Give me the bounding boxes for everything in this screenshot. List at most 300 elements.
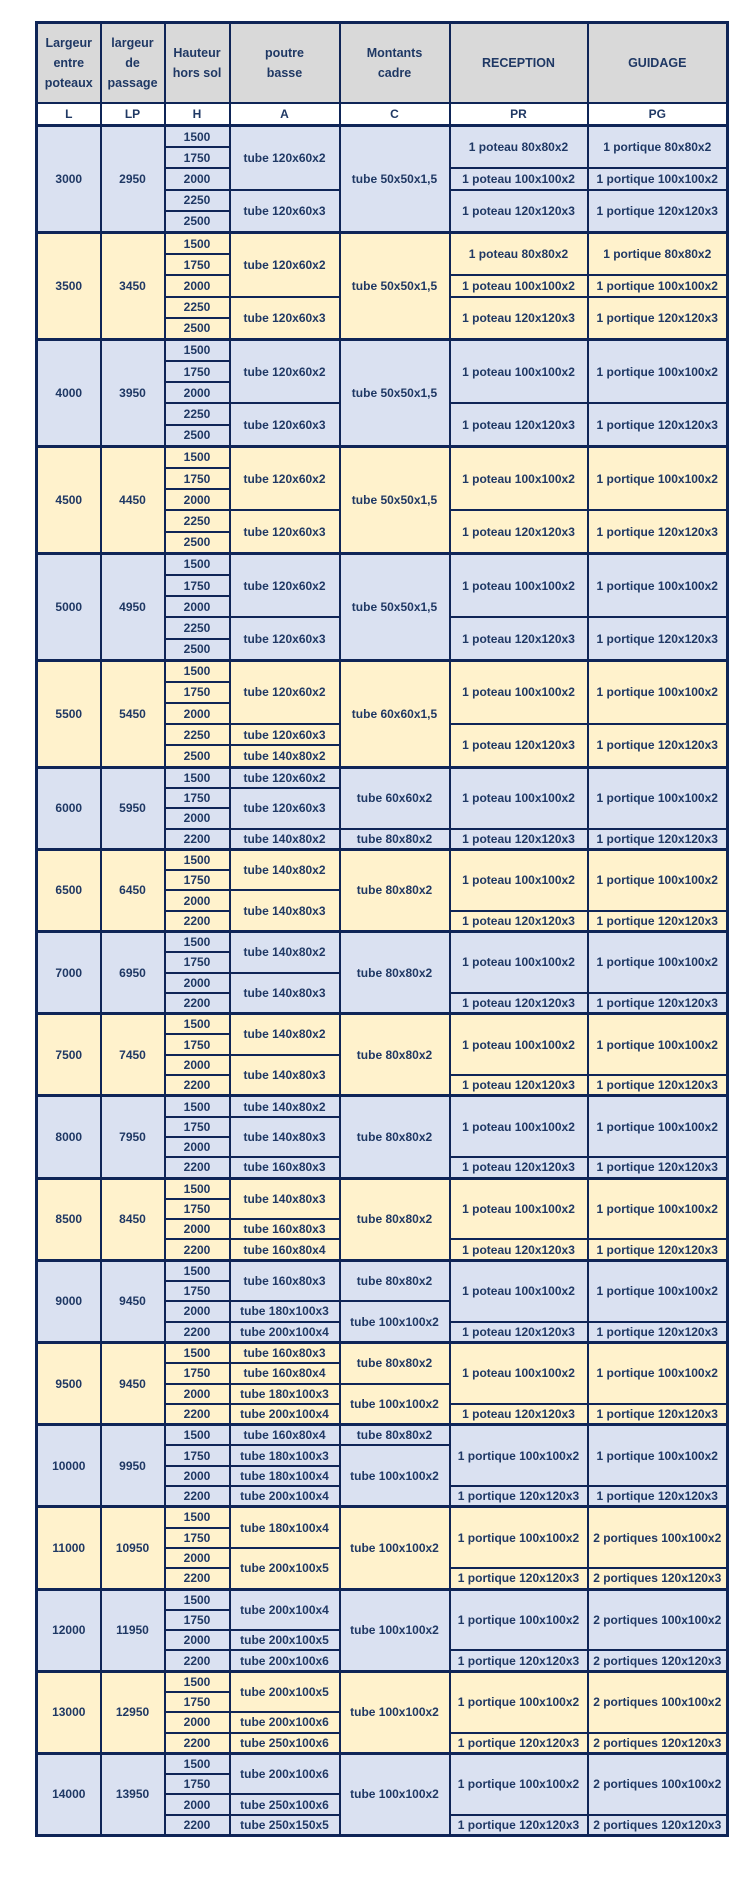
cell-montants-cadre: tube 50x50x1,5 xyxy=(340,126,450,233)
cell-hauteur: 2000 xyxy=(165,1301,230,1321)
cell-poutre-basse: tube 160x80x3 xyxy=(230,1219,340,1239)
cell-poutre-basse: tube 140x80x3 xyxy=(230,973,340,1014)
cell-reception: 1 portique 120x120x3 xyxy=(450,1733,588,1754)
cell-poutre-basse: tube 120x60x3 xyxy=(230,724,340,745)
header-text: largeur xyxy=(111,36,154,50)
cell-largeur-passage: 6450 xyxy=(101,849,165,931)
cell-poutre-basse: tube 120x60x3 xyxy=(230,788,340,829)
cell-largeur-passage: 9450 xyxy=(101,1342,165,1424)
cell-montants-cadre: tube 100x100x2 xyxy=(340,1301,450,1342)
cell-largeur-passage: 9450 xyxy=(101,1260,165,1342)
cell-largeur-poteaux: 9500 xyxy=(37,1342,101,1424)
cell-hauteur: 2200 xyxy=(165,1075,230,1096)
cell-poutre-basse: tube 200x100x5 xyxy=(230,1548,340,1589)
cell-guidage: 1 portique 120x120x3 xyxy=(588,829,728,850)
cell-hauteur: 2500 xyxy=(165,425,230,447)
cell-montants-cadre: tube 50x50x1,5 xyxy=(340,446,450,553)
cell-largeur-poteaux: 6000 xyxy=(37,767,101,849)
column-header-lp xyxy=(101,23,165,104)
cell-hauteur: 2500 xyxy=(165,318,230,340)
cell-reception: 1 poteau 100x100x2 xyxy=(450,932,588,993)
cell-poutre-basse: tube 160x80x4 xyxy=(230,1425,340,1446)
cell-hauteur: 2500 xyxy=(165,745,230,767)
cell-hauteur: 2000 xyxy=(165,382,230,403)
cell-hauteur: 2250 xyxy=(165,297,230,318)
header-text: Largeur xyxy=(45,36,93,50)
cell-guidage: 1 portique 100x100x2 xyxy=(588,168,728,189)
table-row xyxy=(37,1342,728,1363)
cell-largeur-passage: 2950 xyxy=(101,126,165,233)
header-text: basse xyxy=(266,66,303,80)
cell-poutre-basse: tube 200x100x6 xyxy=(230,1753,340,1794)
header-text: cadre xyxy=(377,66,412,80)
cell-hauteur: 2000 xyxy=(165,596,230,617)
cell-guidage: 1 portique 100x100x2 xyxy=(588,1178,728,1239)
cell-montants-cadre: tube 80x80x2 xyxy=(340,1425,450,1446)
cell-reception: 1 poteau 80x80x2 xyxy=(450,232,588,275)
cell-reception: 1 poteau 120x120x3 xyxy=(450,1404,588,1425)
cell-poutre-basse: tube 180x100x3 xyxy=(230,1301,340,1321)
header-text: GUIDAGE xyxy=(628,56,687,70)
cell-largeur-poteaux: 10000 xyxy=(37,1425,101,1507)
cell-hauteur: 1500 xyxy=(165,660,230,682)
cell-poutre-basse: tube 180x100x3 xyxy=(230,1384,340,1404)
cell-largeur-passage: 11950 xyxy=(101,1589,165,1671)
cell-poutre-basse: tube 140x80x2 xyxy=(230,829,340,850)
cell-hauteur: 2000 xyxy=(165,1137,230,1157)
cell-guidage: 2 portiques 120x120x3 xyxy=(588,1568,728,1589)
cell-guidage: 1 portique 120x120x3 xyxy=(588,1486,728,1507)
cell-poutre-basse: tube 140x80x3 xyxy=(230,890,340,931)
cell-largeur-passage: 9950 xyxy=(101,1425,165,1507)
cell-largeur-passage: 3450 xyxy=(101,232,165,339)
cell-largeur-poteaux: 14000 xyxy=(37,1753,101,1835)
cell-montants-cadre: tube 80x80x2 xyxy=(340,829,450,850)
cell-guidage: 1 portique 80x80x2 xyxy=(588,232,728,275)
cell-guidage: 1 portique 120x120x3 xyxy=(588,1239,728,1260)
cell-guidage: 1 portique 100x100x2 xyxy=(588,1096,728,1157)
table-row xyxy=(37,126,728,148)
cell-hauteur: 2500 xyxy=(165,211,230,233)
cell-guidage: 1 portique 100x100x2 xyxy=(588,849,728,910)
cell-guidage: 2 portiques 100x100x2 xyxy=(588,1753,728,1814)
cell-poutre-basse: tube 200x100x5 xyxy=(230,1671,340,1712)
cell-largeur-poteaux: 13000 xyxy=(37,1671,101,1753)
cell-hauteur: 1750 xyxy=(165,1281,230,1301)
cell-reception: 1 portique 100x100x2 xyxy=(450,1425,588,1486)
cell-hauteur: 1750 xyxy=(165,254,230,275)
cell-poutre-basse: tube 120x60x2 xyxy=(230,126,340,190)
cell-poutre-basse: tube 160x80x3 xyxy=(230,1342,340,1363)
cell-reception: 1 poteau 100x100x2 xyxy=(450,1096,588,1157)
cell-hauteur: 2200 xyxy=(165,993,230,1014)
cell-hauteur: 2000 xyxy=(165,489,230,510)
cell-largeur-passage: 10950 xyxy=(101,1507,165,1589)
cell-reception: 1 poteau 100x100x2 xyxy=(450,767,588,828)
header-text: entre xyxy=(53,56,85,70)
cell-hauteur: 2250 xyxy=(165,190,230,211)
cell-hauteur: 1500 xyxy=(165,1260,230,1281)
cell-reception: 1 poteau 100x100x2 xyxy=(450,849,588,910)
table-row xyxy=(37,553,728,575)
column-code-lp: LP xyxy=(101,103,165,126)
cell-hauteur: 1750 xyxy=(165,788,230,808)
cell-hauteur: 1500 xyxy=(165,446,230,468)
column-code-pr: PR xyxy=(450,103,588,126)
cell-hauteur: 2200 xyxy=(165,1157,230,1178)
cell-hauteur: 2000 xyxy=(165,1384,230,1404)
cell-reception: 1 poteau 100x100x2 xyxy=(450,1178,588,1239)
header-text: hors sol xyxy=(172,66,222,80)
cell-poutre-basse: tube 250x100x6 xyxy=(230,1794,340,1814)
cell-largeur-passage: 4950 xyxy=(101,553,165,660)
cell-montants-cadre: tube 80x80x2 xyxy=(340,849,450,931)
cell-poutre-basse: tube 160x80x4 xyxy=(230,1363,340,1383)
cell-hauteur: 2200 xyxy=(165,829,230,850)
code-row xyxy=(37,103,728,126)
header-text: poteaux xyxy=(44,76,93,90)
cell-hauteur: 2200 xyxy=(165,1486,230,1507)
cell-reception: 1 poteau 100x100x2 xyxy=(450,1260,588,1321)
cell-poutre-basse: tube 200x100x5 xyxy=(230,1630,340,1650)
cell-montants-cadre: tube 80x80x2 xyxy=(340,1178,450,1260)
header-row xyxy=(37,23,728,104)
cell-guidage: 1 portique 100x100x2 xyxy=(588,446,728,510)
cell-poutre-basse: tube 120x60x3 xyxy=(230,190,340,233)
cell-poutre-basse: tube 160x80x3 xyxy=(230,1260,340,1301)
cell-hauteur: 1500 xyxy=(165,932,230,953)
cell-hauteur: 1500 xyxy=(165,767,230,788)
cell-hauteur: 1500 xyxy=(165,849,230,870)
cell-reception: 1 portique 120x120x3 xyxy=(450,1568,588,1589)
table-row xyxy=(37,1671,728,1692)
cell-reception: 1 poteau 120x120x3 xyxy=(450,993,588,1014)
cell-poutre-basse: tube 140x80x2 xyxy=(230,932,340,973)
cell-hauteur: 1500 xyxy=(165,553,230,575)
cell-guidage: 1 portique 120x120x3 xyxy=(588,190,728,233)
cell-reception: 1 poteau 80x80x2 xyxy=(450,126,588,169)
cell-poutre-basse: tube 140x80x2 xyxy=(230,1096,340,1117)
cell-largeur-poteaux: 5500 xyxy=(37,660,101,767)
table-row xyxy=(37,767,728,788)
cell-poutre-basse: tube 250x100x6 xyxy=(230,1733,340,1754)
cell-hauteur: 2000 xyxy=(165,1712,230,1732)
cell-hauteur: 1750 xyxy=(165,468,230,489)
dimension-table xyxy=(35,21,729,1837)
cell-guidage: 1 portique 100x100x2 xyxy=(588,553,728,617)
cell-largeur-passage: 5950 xyxy=(101,767,165,849)
cell-reception: 1 poteau 100x100x2 xyxy=(450,1342,588,1403)
cell-reception: 1 poteau 120x120x3 xyxy=(450,1157,588,1178)
cell-reception: 1 poteau 120x120x3 xyxy=(450,617,588,660)
cell-hauteur: 1500 xyxy=(165,1178,230,1199)
table-row xyxy=(37,660,728,682)
cell-hauteur: 2000 xyxy=(165,168,230,189)
cell-poutre-basse: tube 120x60x3 xyxy=(230,617,340,660)
cell-hauteur: 1750 xyxy=(165,361,230,382)
cell-hauteur: 1750 xyxy=(165,870,230,890)
cell-montants-cadre: tube 60x60x2 xyxy=(340,767,450,828)
cell-hauteur: 1500 xyxy=(165,1425,230,1446)
cell-hauteur: 1750 xyxy=(165,147,230,168)
cell-guidage: 1 portique 100x100x2 xyxy=(588,1342,728,1403)
cell-poutre-basse: tube 200x100x4 xyxy=(230,1486,340,1507)
cell-hauteur: 1500 xyxy=(165,1342,230,1363)
cell-largeur-passage: 7950 xyxy=(101,1096,165,1178)
column-code-a: A xyxy=(230,103,340,126)
table-row xyxy=(37,1753,728,1774)
cell-guidage: 1 portique 100x100x2 xyxy=(588,767,728,828)
cell-reception: 1 poteau 100x100x2 xyxy=(450,275,588,296)
cell-largeur-poteaux: 8500 xyxy=(37,1178,101,1260)
cell-hauteur: 2000 xyxy=(165,973,230,993)
cell-guidage: 1 portique 120x120x3 xyxy=(588,617,728,660)
cell-guidage: 1 portique 100x100x2 xyxy=(588,275,728,296)
header-text: passage xyxy=(107,76,158,90)
cell-largeur-poteaux: 3500 xyxy=(37,232,101,339)
cell-reception: 1 poteau 120x120x3 xyxy=(450,829,588,850)
cell-hauteur: 2000 xyxy=(165,808,230,828)
header-text: de xyxy=(125,56,140,70)
cell-largeur-passage: 7450 xyxy=(101,1014,165,1096)
cell-guidage: 1 portique 120x120x3 xyxy=(588,403,728,446)
cell-reception: 1 portique 100x100x2 xyxy=(450,1589,588,1650)
cell-hauteur: 2000 xyxy=(165,1055,230,1075)
cell-hauteur: 1750 xyxy=(165,1034,230,1054)
cell-poutre-basse: tube 140x80x2 xyxy=(230,1014,340,1055)
cell-guidage: 1 portique 100x100x2 xyxy=(588,1425,728,1486)
cell-hauteur: 1750 xyxy=(165,1445,230,1465)
cell-hauteur: 2000 xyxy=(165,890,230,910)
cell-guidage: 1 portique 120x120x3 xyxy=(588,1404,728,1425)
cell-hauteur: 1750 xyxy=(165,1610,230,1630)
cell-montants-cadre: tube 50x50x1,5 xyxy=(340,339,450,446)
cell-poutre-basse: tube 140x80x3 xyxy=(230,1055,340,1096)
cell-guidage: 2 portiques 120x120x3 xyxy=(588,1815,728,1836)
cell-guidage: 2 portiques 120x120x3 xyxy=(588,1733,728,1754)
cell-poutre-basse: tube 180x100x3 xyxy=(230,1445,340,1465)
cell-guidage: 1 portique 120x120x3 xyxy=(588,510,728,553)
cell-hauteur: 2000 xyxy=(165,1794,230,1814)
header-text: poutre xyxy=(265,46,304,60)
cell-hauteur: 1500 xyxy=(165,1507,230,1528)
cell-reception: 1 portique 120x120x3 xyxy=(450,1650,588,1671)
cell-reception: 1 poteau 120x120x3 xyxy=(450,1075,588,1096)
cell-hauteur: 1750 xyxy=(165,682,230,703)
header-text: Hauteur xyxy=(173,46,221,60)
cell-guidage: 1 portique 100x100x2 xyxy=(588,932,728,993)
cell-poutre-basse: tube 120x60x2 xyxy=(230,232,340,296)
cell-hauteur: 2250 xyxy=(165,403,230,424)
cell-reception: 1 poteau 120x120x3 xyxy=(450,297,588,340)
cell-montants-cadre: tube 100x100x2 xyxy=(340,1445,450,1506)
cell-poutre-basse: tube 140x80x3 xyxy=(230,1117,340,1158)
cell-poutre-basse: tube 120x60x3 xyxy=(230,510,340,553)
cell-poutre-basse: tube 120x60x2 xyxy=(230,339,340,403)
cell-hauteur: 1750 xyxy=(165,952,230,972)
table-row xyxy=(37,932,728,953)
cell-montants-cadre: tube 80x80x2 xyxy=(340,1014,450,1096)
cell-montants-cadre: tube 100x100x2 xyxy=(340,1384,450,1425)
column-code-h: H xyxy=(165,103,230,126)
cell-guidage: 2 portiques 100x100x2 xyxy=(588,1507,728,1568)
cell-reception: 1 portique 100x100x2 xyxy=(450,1753,588,1814)
table-body xyxy=(37,126,728,1836)
cell-poutre-basse: tube 160x80x3 xyxy=(230,1157,340,1178)
cell-reception: 1 poteau 120x120x3 xyxy=(450,190,588,233)
cell-montants-cadre: tube 50x50x1,5 xyxy=(340,232,450,339)
cell-largeur-passage: 3950 xyxy=(101,339,165,446)
table-row xyxy=(37,1507,728,1528)
cell-hauteur: 2200 xyxy=(165,1404,230,1425)
table-row xyxy=(37,232,728,254)
cell-hauteur: 1500 xyxy=(165,339,230,361)
cell-poutre-basse: tube 180x100x4 xyxy=(230,1507,340,1548)
cell-hauteur: 2200 xyxy=(165,1322,230,1343)
cell-reception: 1 poteau 100x100x2 xyxy=(450,446,588,510)
cell-hauteur: 1500 xyxy=(165,1671,230,1692)
cell-montants-cadre: tube 60x60x1,5 xyxy=(340,660,450,767)
column-header-pr xyxy=(450,23,588,104)
cell-hauteur: 2500 xyxy=(165,532,230,554)
cell-hauteur: 2200 xyxy=(165,1568,230,1589)
cell-montants-cadre: tube 80x80x2 xyxy=(340,932,450,1014)
cell-hauteur: 1500 xyxy=(165,1753,230,1774)
cell-reception: 1 poteau 100x100x2 xyxy=(450,1014,588,1075)
column-code-c: C xyxy=(340,103,450,126)
cell-guidage: 1 portique 120x120x3 xyxy=(588,1157,728,1178)
cell-reception: 1 portique 100x100x2 xyxy=(450,1507,588,1568)
cell-hauteur: 1750 xyxy=(165,575,230,596)
table-row xyxy=(37,1425,728,1446)
cell-guidage: 1 portique 120x120x3 xyxy=(588,724,728,767)
cell-hauteur: 1750 xyxy=(165,1117,230,1137)
column-header-l xyxy=(37,23,101,104)
cell-largeur-passage: 5450 xyxy=(101,660,165,767)
cell-hauteur: 1500 xyxy=(165,232,230,254)
cell-largeur-passage: 12950 xyxy=(101,1671,165,1753)
column-code-pg: PG xyxy=(588,103,728,126)
cell-reception: 1 poteau 120x120x3 xyxy=(450,911,588,932)
cell-hauteur: 2250 xyxy=(165,617,230,638)
cell-montants-cadre: tube 80x80x2 xyxy=(340,1096,450,1178)
cell-hauteur: 2000 xyxy=(165,1219,230,1239)
cell-hauteur: 2000 xyxy=(165,1466,230,1486)
cell-poutre-basse: tube 200x100x4 xyxy=(230,1322,340,1343)
cell-hauteur: 1750 xyxy=(165,1528,230,1548)
cell-poutre-basse: tube 250x150x5 xyxy=(230,1815,340,1836)
cell-poutre-basse: tube 160x80x4 xyxy=(230,1239,340,1260)
cell-hauteur: 1750 xyxy=(165,1363,230,1383)
cell-largeur-poteaux: 9000 xyxy=(37,1260,101,1342)
cell-guidage: 2 portiques 100x100x2 xyxy=(588,1671,728,1732)
cell-reception: 1 poteau 120x120x3 xyxy=(450,724,588,767)
cell-hauteur: 2200 xyxy=(165,1650,230,1671)
cell-hauteur: 1500 xyxy=(165,1589,230,1610)
cell-hauteur: 2200 xyxy=(165,1815,230,1836)
cell-poutre-basse: tube 180x100x4 xyxy=(230,1466,340,1486)
cell-poutre-basse: tube 120x60x2 xyxy=(230,660,340,724)
cell-reception: 1 portique 100x100x2 xyxy=(450,1671,588,1732)
cell-guidage: 1 portique 120x120x3 xyxy=(588,1075,728,1096)
cell-montants-cadre: tube 100x100x2 xyxy=(340,1589,450,1671)
cell-reception: 1 poteau 120x120x3 xyxy=(450,1322,588,1343)
cell-montants-cadre: tube 80x80x2 xyxy=(340,1260,450,1301)
cell-hauteur: 1750 xyxy=(165,1692,230,1712)
cell-montants-cadre: tube 100x100x2 xyxy=(340,1671,450,1753)
cell-montants-cadre: tube 80x80x2 xyxy=(340,1342,450,1383)
table-row xyxy=(37,1589,728,1610)
cell-guidage: 1 portique 120x120x3 xyxy=(588,993,728,1014)
cell-guidage: 1 portique 120x120x3 xyxy=(588,911,728,932)
table-row xyxy=(37,1014,728,1035)
cell-guidage: 1 portique 120x120x3 xyxy=(588,1322,728,1343)
cell-hauteur: 1500 xyxy=(165,126,230,148)
cell-reception: 1 poteau 100x100x2 xyxy=(450,660,588,724)
cell-hauteur: 2000 xyxy=(165,1630,230,1650)
table-row xyxy=(37,446,728,468)
cell-guidage: 2 portiques 100x100x2 xyxy=(588,1589,728,1650)
cell-largeur-passage: 13950 xyxy=(101,1753,165,1835)
table-row xyxy=(37,339,728,361)
cell-poutre-basse: tube 140x80x3 xyxy=(230,1178,340,1219)
cell-hauteur: 2000 xyxy=(165,703,230,724)
cell-poutre-basse: tube 140x80x2 xyxy=(230,849,340,890)
cell-largeur-poteaux: 7500 xyxy=(37,1014,101,1096)
cell-poutre-basse: tube 120x60x3 xyxy=(230,403,340,446)
cell-montants-cadre: tube 50x50x1,5 xyxy=(340,553,450,660)
cell-reception: 1 poteau 120x120x3 xyxy=(450,403,588,446)
cell-reception: 1 poteau 120x120x3 xyxy=(450,1239,588,1260)
column-header-c xyxy=(340,23,450,104)
cell-hauteur: 2200 xyxy=(165,1239,230,1260)
column-header-pg xyxy=(588,23,728,104)
cell-largeur-poteaux: 6500 xyxy=(37,849,101,931)
cell-largeur-passage: 4450 xyxy=(101,446,165,553)
header-text: RECEPTION xyxy=(482,56,555,70)
cell-hauteur: 1750 xyxy=(165,1774,230,1794)
cell-largeur-poteaux: 4000 xyxy=(37,339,101,446)
cell-guidage: 1 portique 120x120x3 xyxy=(588,297,728,340)
cell-hauteur: 1500 xyxy=(165,1014,230,1035)
cell-guidage: 1 portique 100x100x2 xyxy=(588,339,728,403)
cell-hauteur: 2200 xyxy=(165,911,230,932)
cell-hauteur: 2500 xyxy=(165,639,230,661)
cell-reception: 1 poteau 120x120x3 xyxy=(450,510,588,553)
header-text: Montants xyxy=(366,46,423,60)
cell-largeur-poteaux: 4500 xyxy=(37,446,101,553)
cell-hauteur: 2250 xyxy=(165,724,230,745)
cell-poutre-basse: tube 200x100x6 xyxy=(230,1650,340,1671)
table-row xyxy=(37,1178,728,1199)
cell-guidage: 1 portique 80x80x2 xyxy=(588,126,728,169)
cell-largeur-passage: 8450 xyxy=(101,1178,165,1260)
cell-reception: 1 poteau 100x100x2 xyxy=(450,553,588,617)
cell-largeur-poteaux: 3000 xyxy=(37,126,101,233)
cell-poutre-basse: tube 140x80x2 xyxy=(230,745,340,767)
cell-largeur-poteaux: 7000 xyxy=(37,932,101,1014)
cell-poutre-basse: tube 120x60x2 xyxy=(230,767,340,788)
cell-reception: 1 poteau 100x100x2 xyxy=(450,168,588,189)
cell-poutre-basse: tube 200x100x4 xyxy=(230,1404,340,1425)
cell-largeur-poteaux: 12000 xyxy=(37,1589,101,1671)
cell-largeur-passage: 6950 xyxy=(101,932,165,1014)
cell-montants-cadre: tube 100x100x2 xyxy=(340,1507,450,1589)
cell-reception: 1 portique 120x120x3 xyxy=(450,1486,588,1507)
table-row xyxy=(37,849,728,870)
cell-poutre-basse: tube 120x60x2 xyxy=(230,553,340,617)
cell-guidage: 2 portiques 120x120x3 xyxy=(588,1650,728,1671)
